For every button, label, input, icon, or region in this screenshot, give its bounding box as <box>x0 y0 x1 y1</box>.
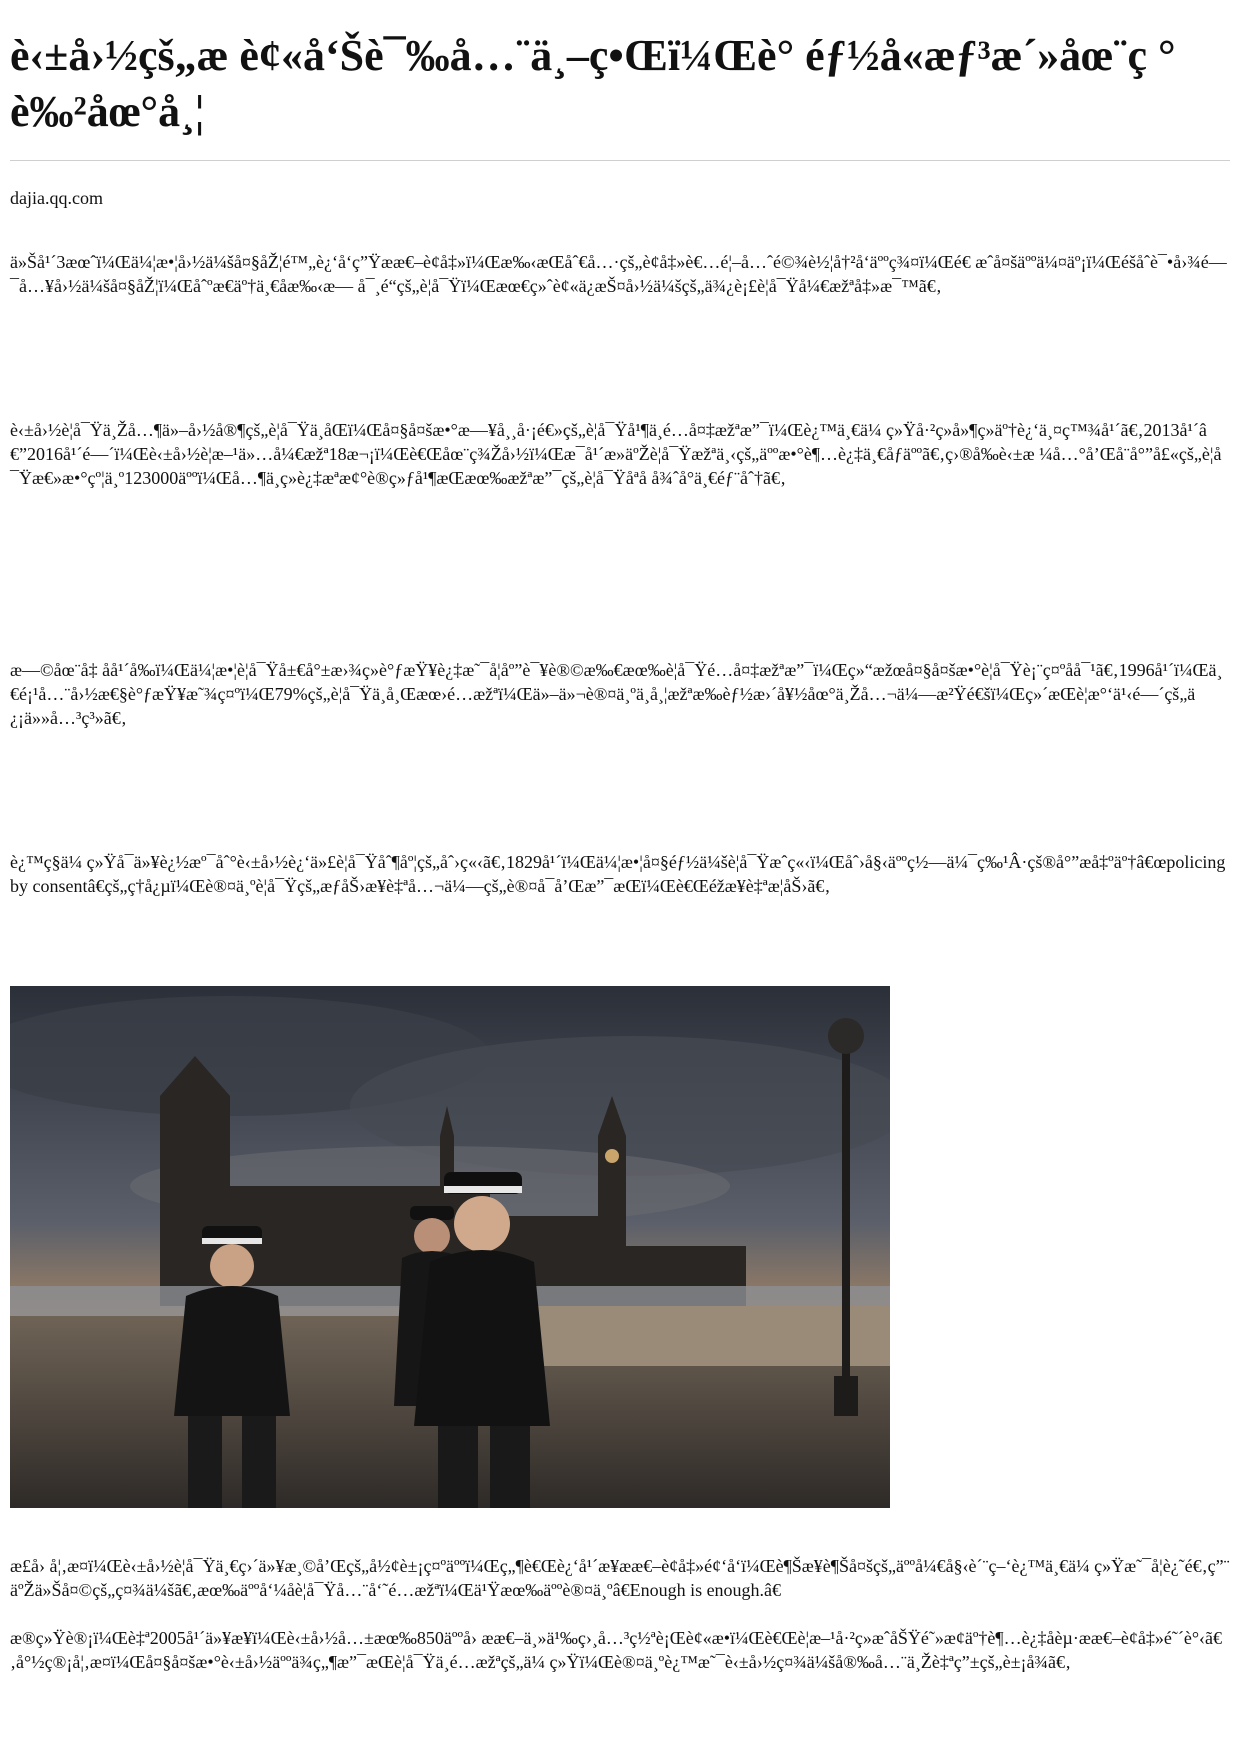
article-paragraph-6: æ®ç»Ÿè®¡ï¼Œè‡ª2005å¹´ä»¥æ¥ï¼Œè‹±å›½å…±æœ‰850äººå› ææ€–ä¸»ä¹‰ç›¸å…³ç½ªè¡Œè¢«æ•ï¼Œè€Œè¦æ–¹å·²ç»æˆåŠŸé˜»æ¢äº†è¶…è¿‡åèµ·ææ€–è¢å‡»é˜´è°‹ã€‚å°½ç®¡å¦‚æ¤ï¼Œå¤§å¤šæ•°è‹±å›½äººä¾ç„¶æ”¯æŒè¦å¯Ÿä¸é…æžªçš„ä¼ ç»Ÿï¼Œè®¤ä¸ºè¿™æ˜¯è‹±å›½ç¤¾ä¼šå®‰å…¨ä¸Žè‡ªç”±çš„è±¡å¾ã€‚ <box>10 1628 1223 1672</box>
photo-illustration <box>10 986 890 1508</box>
article-paragraph-5: æ£å› å¦‚æ¤ï¼Œè‹±å›½è¦å¯Ÿä¸€ç›´ä»¥æ¸©å’Œçš„å½¢è±¡ç¤ºäººï¼Œç„¶è€Œè¿‘å¹´æ¥ææ€–è¢å‡»é¢‘å‘ï¼Œè¶Šæ¥è¶Šå¤šçš„äººå¼€å§‹è´¨ç–‘è¿™ä¸€ä¼ ç»Ÿæ˜¯å¦è¿˜é€‚ç”¨äºŽä»Šå¤©çš„ç¤¾ä¼šã€‚æœ‰äººå‘¼åè¦å¯Ÿå…¨å‘˜é…æžªï¼Œä¹Ÿæœ‰äººè®¤ä¸ºâ€Enough is enough.â€ <box>10 1556 1230 1600</box>
article-source[interactable]: dajia.qq.com <box>10 188 103 208</box>
article-paragraph-2: è‹±å›½è¦å¯Ÿä¸Žå…¶ä»–å›½å®¶çš„è¦å¯Ÿä¸åŒï¼Œå¤§å¤šæ•°æ—¥å¸¸å·¡é€»çš„è¦å¯Ÿå¹¶ä¸é…å¤‡æžªæ”¯ï¼Œè¿™ä¸€ä¼ ç»Ÿå·²ç»å»¶ç»äº†è¿‘ä¸¤ç™¾å¹´ã€‚2013å¹´â€”2016å¹´é—´ï¼Œè‹±å›½è¦æ–¹ä»…å¼€æžª18æ¬¡ï¼Œè€Œåœ¨ç¾Žå›½ï¼Œæ¯å¹´æ»äºŽè¦å¯Ÿæžªä¸‹çš„äººæ•°è¶…è¿‡ä¸€åƒäººã€‚ç›®å‰è‹±æ ¼å…°å’Œå¨å°”å£«çš„è¦å¯Ÿæ€»æ•°çº¦ä¸º123000äººï¼Œå…¶ä¸ç»è¿‡æªæ¢°è®ç»ƒå¹¶æŒæœ‰æžªæ”¯çš„è¦å¯Ÿåªå å¾ˆå°ä¸€éƒ¨åˆ†ã€‚ <box>10 420 1222 488</box>
article-paragraph-1: ä»Šå¹´3æœˆï¼Œä¼¦æ•¦å›½ä¼šå¤§åŽ¦é™„è¿‘å‘ç”Ÿææ€–è¢å‡»ï¼Œæ‰‹æŒåˆ€å…·çš„è¢å‡»è€…é¦–å…ˆé©¾è½¦å†²å‘äººç¾¤ï¼Œé€ æˆå¤šäººä¼¤äº¡ï¼Œéšåˆè¯•å›¾é—¯å…¥å›½ä¼šå¤§åŽ¦ï¼Œåˆºæ€äº†ä¸€åæ‰‹æ— å¯¸é“çš„è¦å¯Ÿï¼Œæœ€ç»ˆè¢«ä¿æŠ¤å›½ä¼šçš„ä¾¿è¡£è¦å¯Ÿå¼€æžªå‡»æ¯™ã€‚ <box>10 252 1227 296</box>
article-paragraph-4: è¿™ç§ä¼ ç»Ÿå¯ä»¥è¿½æº¯åˆ°è‹±å›½è¿‘ä»£è¦å¯Ÿåˆ¶åº¦çš„åˆ›ç«‹ã€‚1829å¹´ï¼Œä¼¦æ•¦å¤§éƒ½ä¼šè¦å¯Ÿæˆç«‹ï¼Œåˆ›å§‹äººç½—ä¼¯ç‰¹Â·çš®å°”æå‡ºäº†â€œpolicing by consentâ€çš„ç†å¿µï¼Œè®¤ä¸ºè¦å¯Ÿçš„æƒåŠ›æ¥è‡ªå…¬ä¼—çš„è®¤å¯å’Œæ”¯æŒï¼Œè€Œéžæ¥è‡ªæ¦åŠ›ã€‚ <box>10 852 1226 896</box>
article-title: è‹±å›½çš„æ è¢«å‘Šè¯‰å…¨ä¸–ç•Œï¼Œè° éƒ½å«æƒ³æ´»åœ¨ç °è‰²åœ°å¸¦ <box>10 31 1176 136</box>
embankment-wall <box>530 1306 890 1366</box>
article-paragraph-3: æ—©åœ¨å‡ åå¹´å‰ï¼Œä¼¦æ•¦è¦å¯Ÿå±€å°±æ›¾ç»è°ƒæŸ¥è¿‡æ˜¯å¦åº”è¯¥è®©æ‰€æœ‰è¦å¯Ÿé…å¤‡æžªæ”¯ï¼Œç»“æžœå¤§å¤šæ•°è¦å¯Ÿè¡¨ç¤ºåå¯¹ã€‚1996å¹´ï¼Œä¸€é¡¹å…¨å›½æ€§è°ƒæŸ¥æ˜¾ç¤ºï¼Œ79%çš„è¦å¯Ÿä¸å¸Œæœ›é…æžªï¼Œä»–ä»¬è®¤ä¸ºä¸å¸¦æžªæ‰èƒ½æ›´å¥½åœ°ä¸Žå…¬ä¼—æ²Ÿé€šï¼Œç»´æŒè¦æ°‘ä¹‹é—´çš„ä¿¡ä»»å…³ç³»ã€‚ <box>10 660 1223 728</box>
title-divider <box>10 160 1230 161</box>
article-photo <box>10 986 890 1508</box>
